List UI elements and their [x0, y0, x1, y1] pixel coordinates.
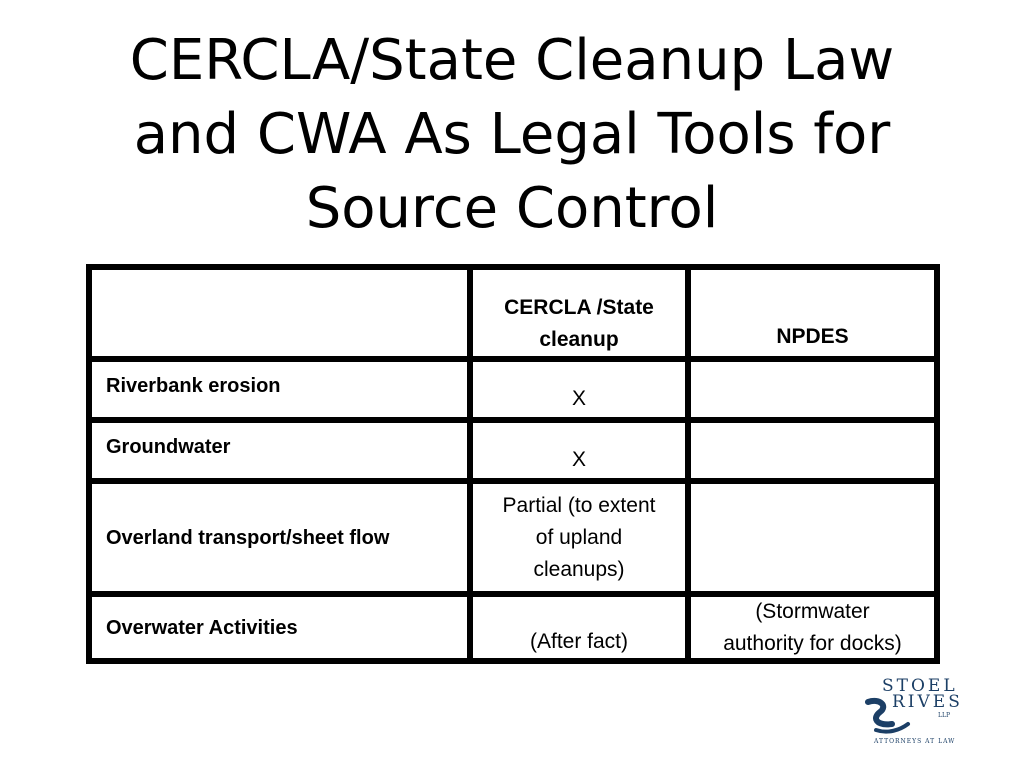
stoel-rives-logo: [862, 674, 962, 754]
row-label-overland-transport: [92, 484, 467, 591]
header-cercla-line-2: cleanup: [539, 328, 619, 351]
header-empty-cell: [92, 270, 467, 356]
header-npdes: [691, 270, 934, 356]
row-label-text: Groundwater: [106, 436, 231, 458]
logo-rives-text: RIVES: [892, 692, 963, 712]
cell-value: X: [571, 387, 586, 410]
cell-groundwater-npdes: [691, 423, 934, 478]
row-label-text: Overland transport/sheet flow: [106, 526, 390, 549]
cell-groundwater-cercla: [473, 423, 685, 478]
logo-llp-text: LLP: [938, 712, 951, 719]
logo-tagline: ATTORNEYS AT LAW: [874, 738, 956, 745]
header-cercla-line-1: CERCLA /State: [504, 296, 654, 319]
cell-overland-cercla: [473, 484, 685, 591]
row-label-text: Riverbank erosion: [106, 375, 281, 397]
row-label-overwater-activities: [92, 597, 467, 658]
cell-value-line-3: cleanups): [533, 557, 625, 581]
row-label-groundwater: [92, 423, 467, 478]
cell-value: X: [571, 448, 586, 471]
slide-title: [40, 24, 984, 246]
slide-title-line-3: Source Control: [305, 176, 719, 241]
cell-overwater-npdes: [691, 597, 934, 658]
cell-value-line-1: (Stormwater: [755, 599, 870, 623]
row-label-riverbank-erosion: [92, 362, 467, 417]
comparison-table: [86, 264, 940, 664]
cell-value-line-2: of upland: [535, 525, 623, 549]
cell-overland-npdes: [691, 484, 934, 591]
header-npdes-label: NPDES: [776, 325, 849, 348]
slide-title-line-1: CERCLA/State Cleanup Law: [129, 28, 895, 93]
slide-title-line-2: and CWA As Legal Tools for: [133, 102, 891, 167]
cell-value-line-2: authority for docks): [723, 631, 902, 655]
cell-riverbank-npdes: [691, 362, 934, 417]
logo-stoel-text: STOEL: [882, 676, 958, 696]
cell-riverbank-cercla: [473, 362, 685, 417]
header-cercla: [473, 270, 685, 356]
cell-value: (After fact): [529, 630, 629, 653]
cell-overwater-cercla: [473, 597, 685, 658]
row-label-text: Overwater Activities: [106, 616, 298, 639]
cell-value-line-1: Partial (to extent: [502, 493, 656, 517]
